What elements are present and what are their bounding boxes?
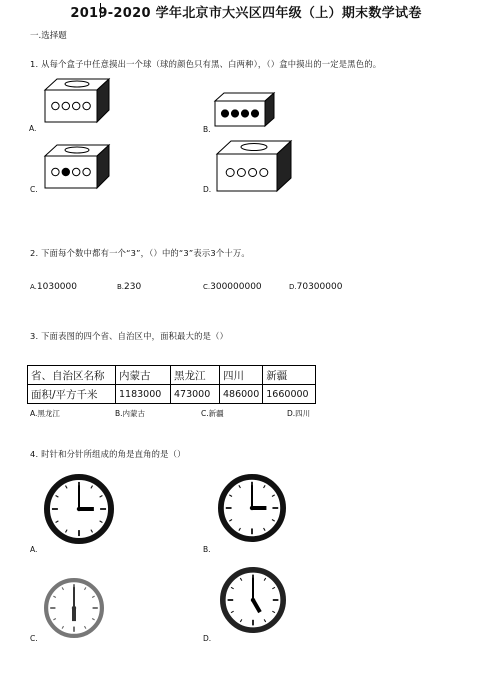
q3-option-a: A.黑龙江 — [30, 409, 60, 418]
page-title: 2019-2020 学年北京市大兴区四年级（上）期末数学试卷 — [70, 6, 422, 21]
table-cell: 省、自治区名称 — [28, 366, 116, 385]
clock-center — [251, 598, 255, 602]
table-cell: 1660000 — [263, 385, 316, 404]
white-ball — [72, 102, 79, 109]
q3-option-c: C.新疆 — [201, 409, 224, 418]
question-1-text: 1. 从每个盒子中任意摸出一个球（球的颜色只有黑、白两种），（）盒中摸出的一定是黑色的。 — [30, 59, 382, 69]
q1-label-d: D. — [203, 185, 212, 194]
q1-label-c: C. — [30, 185, 38, 194]
white-ball — [52, 168, 59, 175]
white-ball — [83, 102, 90, 109]
clock-center — [250, 506, 254, 510]
table-row — [28, 385, 316, 404]
section-heading: 一.选择题 — [30, 31, 67, 41]
white-ball — [237, 169, 245, 177]
q2-option-b: B.230 — [117, 282, 142, 292]
black-ball — [241, 110, 248, 117]
q1-label-a: A. — [29, 124, 37, 133]
white-ball — [226, 169, 234, 177]
black-ball — [251, 110, 258, 117]
white-ball — [62, 102, 69, 109]
q2-option-a: A.1030000 — [30, 282, 77, 292]
box-b — [210, 92, 280, 132]
white-ball — [249, 169, 257, 177]
q3-option-b: B.内蒙古 — [115, 409, 146, 418]
q2-option-c: C.300000000 — [203, 282, 262, 292]
q4-label-a: A. — [30, 545, 38, 554]
clock-b — [216, 472, 288, 544]
table-cell: 内蒙古 — [116, 366, 171, 385]
clock-a — [42, 472, 116, 546]
table-cell: 473000 — [171, 385, 220, 404]
white-ball — [83, 168, 90, 175]
table-cell: 四川 — [220, 366, 263, 385]
table-header-row — [28, 366, 316, 385]
box-c — [40, 144, 115, 194]
table-cell: 黑龙江 — [171, 366, 220, 385]
area-table — [27, 365, 316, 404]
q4-label-d: D. — [203, 634, 212, 643]
question-3-text: 3. 下面表图的四个省、自治区中，面积最大的是（） — [30, 331, 229, 341]
question-4-text: 4. 时针和分针所组成的角是直角的是（） — [30, 449, 186, 459]
clock-d — [218, 565, 288, 635]
black-ball — [62, 168, 69, 175]
question-2-text: 2. 下面每个数中都有一个“3”，（）中的“3”表示3个十万。 — [30, 248, 250, 258]
q1-label-b: B. — [203, 125, 211, 134]
black-ball — [231, 110, 238, 117]
table-cell: 486000 — [220, 385, 263, 404]
table-cell: 面积/平方千米 — [28, 385, 116, 404]
box-a — [40, 78, 115, 128]
white-ball — [52, 102, 59, 109]
box-d — [212, 140, 297, 195]
white-ball — [72, 168, 79, 175]
clock-c — [42, 576, 106, 640]
q3-option-d: D.四川 — [287, 409, 311, 418]
q2-option-d: D.70300000 — [289, 282, 343, 292]
clock-center — [72, 606, 76, 610]
white-ball — [260, 169, 268, 177]
table-cell: 新疆 — [263, 366, 316, 385]
black-ball — [221, 110, 228, 117]
q4-label-c: C. — [30, 634, 38, 643]
clock-center — [77, 507, 81, 511]
table-cell: 1183000 — [116, 385, 171, 404]
q4-label-b: B. — [203, 545, 211, 554]
